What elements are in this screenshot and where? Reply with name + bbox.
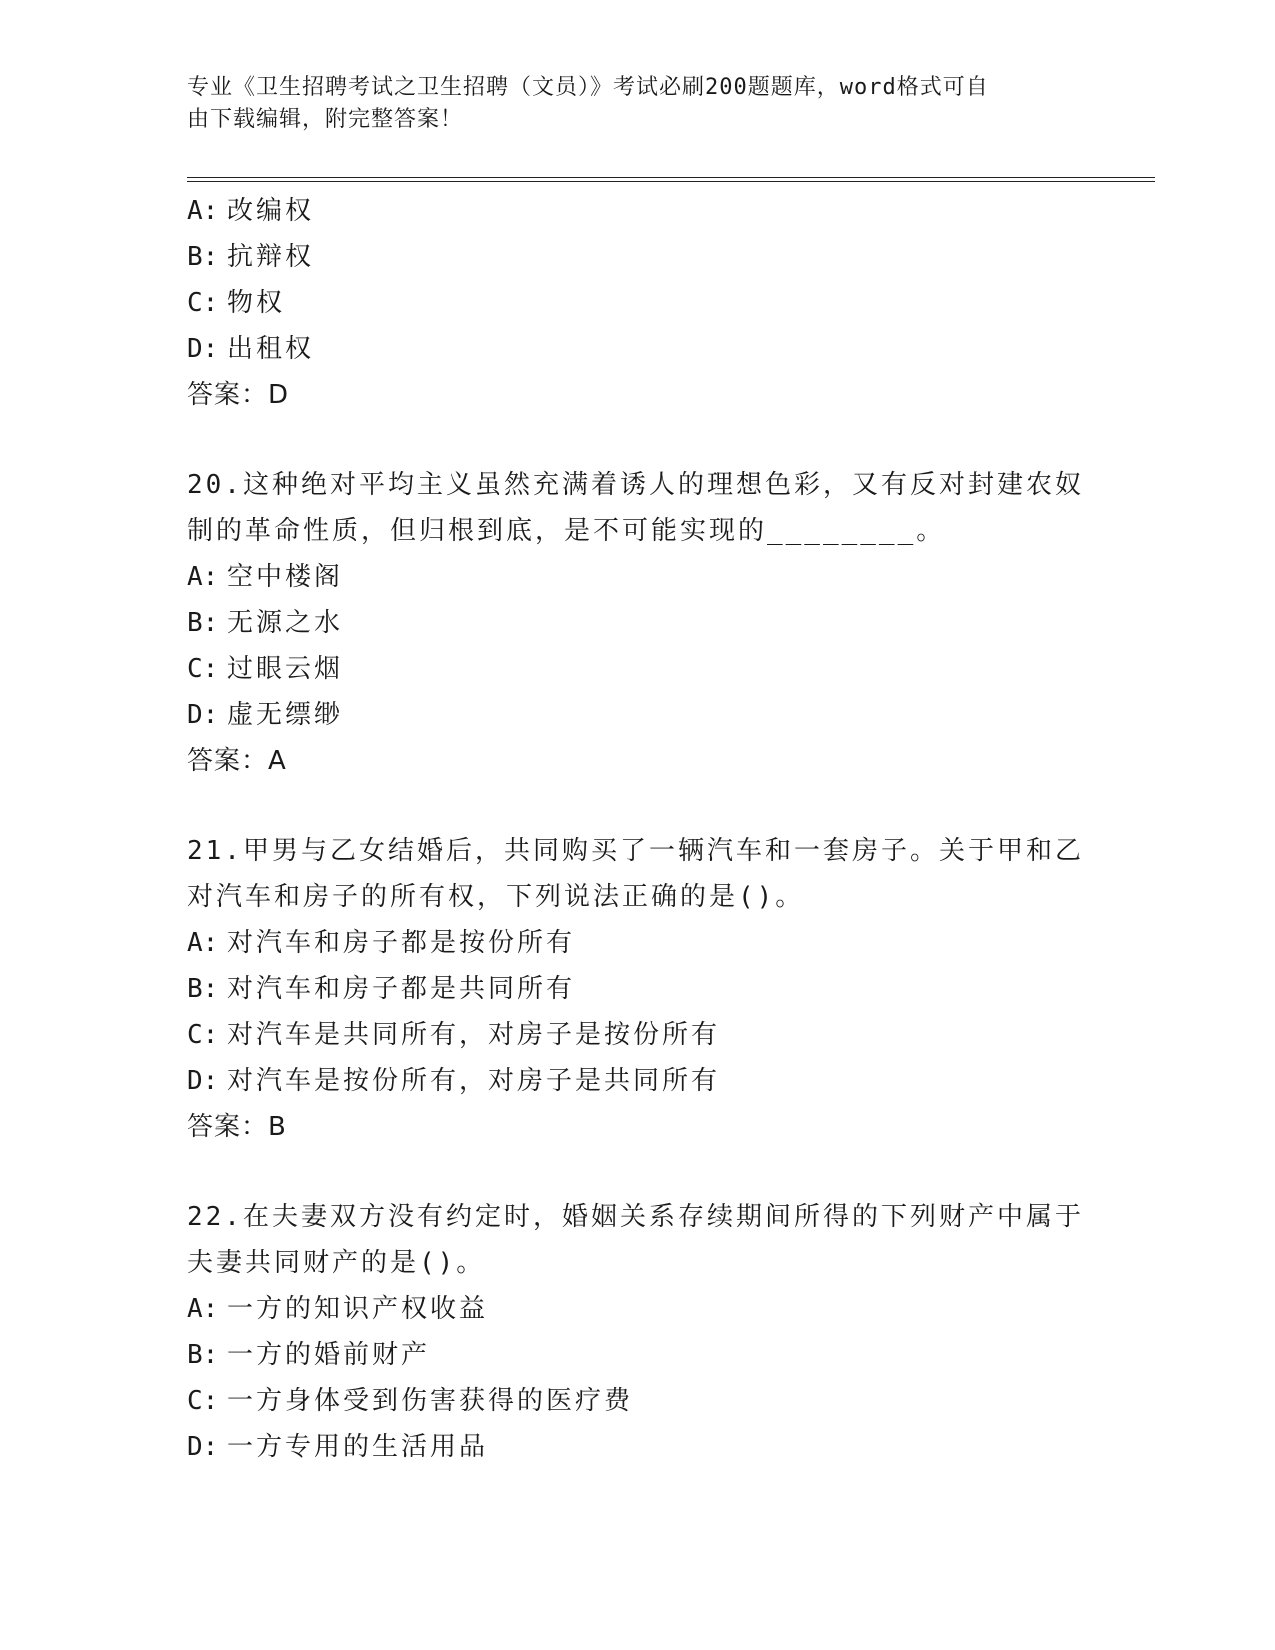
option-letter: A:: [187, 928, 219, 958]
header-divider: [187, 177, 1155, 182]
option-c: [187, 280, 1087, 326]
question-text-line-2: 夫妻共同财产的是()。: [187, 1248, 486, 1278]
spacer: [187, 418, 1087, 462]
option-a: [187, 920, 1087, 966]
option-letter: C:: [187, 654, 219, 684]
option-letter: B:: [187, 974, 219, 1004]
option-text: 对汽车和房子都是共同所有: [227, 974, 576, 1004]
option-text: 出租权: [227, 334, 315, 364]
header-line-1: 专业《卫生招聘考试之卫生招聘（文员）》考试必刷200题题库，word格式可自: [187, 75, 989, 100]
option-letter: C:: [187, 288, 219, 318]
question-text-line-1: 20.这种绝对平均主义虽然充满着诱人的理想色彩，又有反对封建农奴: [187, 470, 1084, 500]
question-block-21: [187, 828, 1087, 1150]
option-letter: D:: [187, 334, 219, 364]
answer-line: 答案：B: [187, 1112, 287, 1142]
option-b: [187, 234, 1087, 280]
option-a: [187, 554, 1087, 600]
question-block-19: [187, 188, 1087, 418]
question-block-22: [187, 1194, 1087, 1470]
option-text: 空中楼阁: [227, 562, 344, 592]
option-text: 抗辩权: [227, 242, 315, 272]
option-letter: B:: [187, 608, 219, 638]
document-header: [187, 72, 1067, 136]
option-a: [187, 188, 1087, 234]
option-text: 一方身体受到伤害获得的医疗费: [227, 1386, 634, 1416]
option-text: 物权: [227, 288, 286, 318]
option-c: [187, 646, 1087, 692]
option-d: [187, 326, 1087, 372]
option-text: 改编权: [227, 196, 315, 226]
answer-line: 答案：D: [187, 380, 290, 410]
option-letter: D:: [187, 1066, 219, 1096]
option-letter: C:: [187, 1020, 219, 1050]
option-b: [187, 1332, 1087, 1378]
option-a: [187, 1286, 1087, 1332]
option-text: 一方专用的生活用品: [227, 1432, 489, 1462]
option-text: 一方的知识产权收益: [227, 1294, 489, 1324]
option-text: 过眼云烟: [227, 654, 344, 684]
question-text-line-2: 制的革命性质，但归根到底，是不可能实现的________。: [187, 516, 946, 546]
option-d: [187, 1424, 1087, 1470]
option-d: [187, 1058, 1087, 1104]
option-c: [187, 1012, 1087, 1058]
question-text-line-1: 22.在夫妻双方没有约定时，婚姻关系存续期间所得的下列财产中属于: [187, 1202, 1084, 1232]
option-letter: A:: [187, 1294, 219, 1324]
option-b: [187, 600, 1087, 646]
option-letter: C:: [187, 1386, 219, 1416]
option-text: 对汽车和房子都是按份所有: [227, 928, 576, 958]
option-b: [187, 966, 1087, 1012]
option-letter: A:: [187, 562, 219, 592]
option-letter: D:: [187, 700, 219, 730]
header-line-2: 由下载编辑，附完整答案！: [187, 107, 464, 132]
option-d: [187, 692, 1087, 738]
question-block-20: [187, 462, 1087, 784]
spacer: [187, 784, 1087, 828]
option-text: 一方的婚前财产: [227, 1340, 431, 1370]
option-letter: B:: [187, 1340, 219, 1370]
option-letter: A:: [187, 196, 219, 226]
option-letter: D:: [187, 1432, 219, 1462]
question-text-line-1: 21.甲男与乙女结婚后，共同购买了一辆汽车和一套房子。关于甲和乙: [187, 836, 1084, 866]
option-text: 对汽车是按份所有，对房子是共同所有: [227, 1066, 721, 1096]
option-text: 对汽车是共同所有，对房子是按份所有: [227, 1020, 721, 1050]
option-text: 无源之水: [227, 608, 344, 638]
option-c: [187, 1378, 1087, 1424]
option-text: 虚无缥缈: [227, 700, 344, 730]
question-list: [187, 188, 1087, 1470]
answer-line: 答案：A: [187, 746, 287, 776]
option-letter: B:: [187, 242, 219, 272]
question-text-line-2: 对汽车和房子的所有权，下列说法正确的是()。: [187, 882, 805, 912]
spacer: [187, 1150, 1087, 1194]
